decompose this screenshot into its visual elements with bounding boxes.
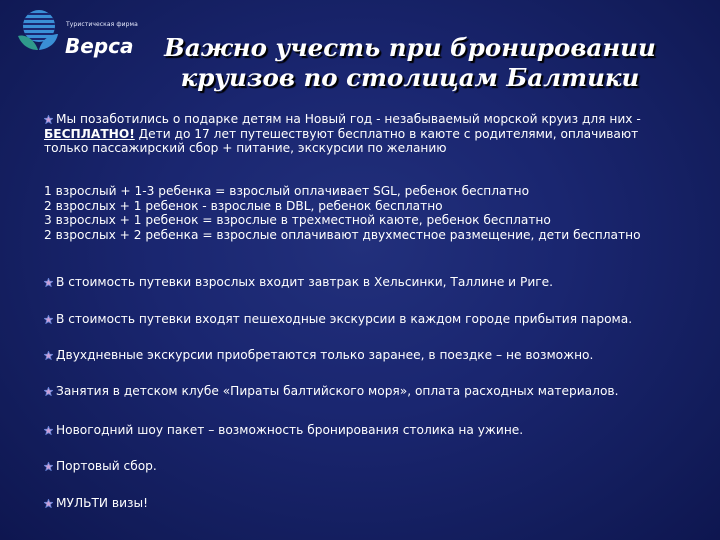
star-bullet-icon: [44, 115, 53, 124]
pricing-rule: 2 взрослых + 2 ребенка = взрослые оплачивают двухместное размещение, дети бесплатно: [44, 227, 641, 242]
list-item-text: Новогодний шоу пакет – возможность бронирования столика на ужине.: [56, 423, 524, 437]
list-item-text: Портовый сбор.: [56, 459, 157, 473]
logo-subtitle: Туристическая фирма: [66, 21, 138, 28]
list-item-text: МУЛЬТИ визы!: [56, 496, 148, 510]
intro-line-1-text: Мы позаботились о подарке детям на Новый год - незабываемый морской круиз для них -: [56, 112, 641, 126]
title-line-2: круизов по столицам Балтики: [180, 63, 640, 92]
list-item: [44, 275, 553, 290]
star-bullet-icon: [44, 387, 53, 396]
intro-line-3: только пассажирский сбор + питание, экскурсии по желанию: [44, 141, 447, 156]
intro-paragraph: [44, 112, 641, 156]
star-bullet-icon: [44, 499, 53, 508]
list-item-text: Занятия в детском клубе «Пираты балтийского моря», оплата расходных материалов.: [56, 384, 619, 398]
company-logo: [14, 6, 138, 66]
list-item-text: В стоимость путевки взрослых входит завтрак в Хельсинки, Таллине и Риге.: [56, 275, 554, 289]
list-item: [44, 348, 593, 363]
list-item: [44, 459, 157, 474]
list-item: [44, 312, 632, 327]
intro-line-2-text: Дети до 17 лет путешествуют бесплатно в каюте с родителями, оплачивают: [134, 126, 639, 141]
pricing-rule: 3 взрослых + 1 ребенок = взрослые в трехместной каюте, ребенок бесплатно: [44, 213, 551, 228]
pricing-rule: 1 взрослый + 1-3 ребенка = взрослый оплачивает SGL, ребенок бесплатно: [44, 184, 530, 198]
title-line-1: Важно учесть при бронировании: [164, 33, 656, 62]
pricing-rules: [44, 184, 641, 242]
list-item-text: Двухдневные экскурсии приобретаются только заранее, в поездке – не возможно.: [56, 348, 594, 362]
page-title: [140, 33, 680, 93]
intro-line-2: [44, 127, 641, 142]
star-bullet-icon: [44, 462, 53, 471]
star-bullet-icon: [44, 426, 53, 435]
star-bullet-icon: [44, 315, 53, 324]
star-bullet-icon: [44, 351, 53, 360]
star-bullet-icon: [44, 278, 53, 287]
intro-line-1: [44, 112, 641, 127]
globe-leaf-logo-icon: [14, 6, 64, 58]
logo-name: Верса: [65, 34, 134, 58]
free-highlight: БЕСПЛАТНО!: [44, 126, 135, 141]
pricing-rule: 2 взрослых + 1 ребенок - взрослые в DBL, ребенок бесплатно: [44, 198, 443, 213]
list-item: [44, 423, 523, 438]
list-item: [44, 496, 148, 511]
list-item-text: В стоимость путевки входят пешеходные экскурсии в каждом городе прибытия парома.: [56, 312, 633, 326]
list-item: [44, 384, 618, 399]
